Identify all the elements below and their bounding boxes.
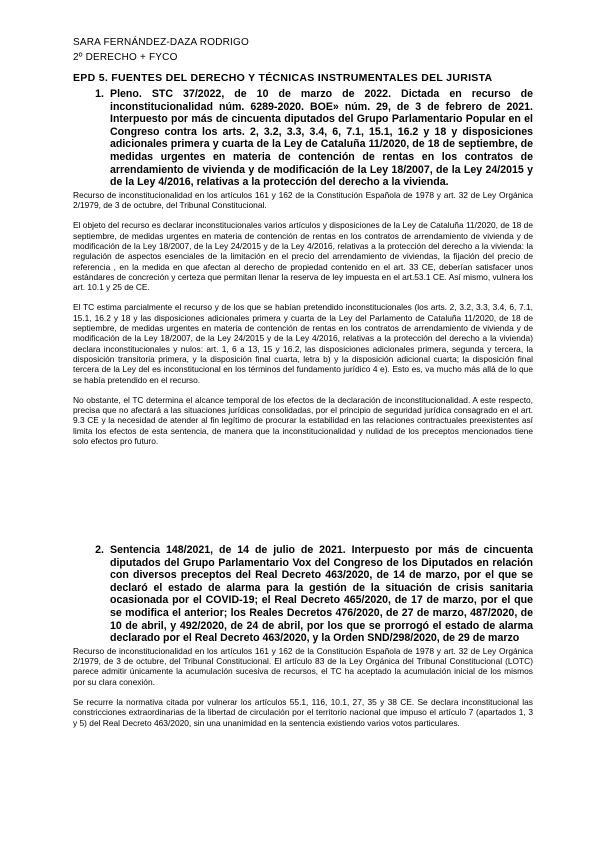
item-heading [73,88,533,189]
list-item [73,544,533,728]
item-body [73,190,533,447]
item-number: 2. [95,544,104,556]
document-header [73,35,249,65]
list-item [73,88,533,446]
item-number: 1. [95,88,104,100]
item-body [73,646,533,728]
paragraph: El TC estima parcialmente el recurso y de los que se habían pretendido inconstitucionales (los arts. 2, 3.2, 3.3, 3.4, 6, 7.1, 15.1, 16.2 y 18 y las disposiciones adicionales primera y cuarta de la Ley del Parlamento de Cataluña 11/2020, de 18 de septiembre, de medidas urgentes en materia de contención de rentas en los contratos de arrendamiento de vivienda y de modificación de la Ley 18/2007, de la Ley 24/2015 y de la Ley 4/2016, relativas a la protección del derecho a la vivienda) declara inconstitucionales y nulos: art. 1, 6 a 13, 15 y 16.2, las disposiciones adicionales primera, segunda y tercera, la disposición transitoria primera, y la disposición final cuarta, letra b) y la disposición adicional cuarta; la disposición final tercera de la Ley del es inconstitucional en los términos del fundamento jurídico 4 e). Esto es, va mucho más allá de lo que se había pretendido en el recurso. [73,302,533,385]
course-name: 2º DERECHO + FYCO [73,52,178,63]
paragraph: Se recurre la normativa citada por vulnerar los artículos 55.1, 116, 10.1, 27, 35 y 38 CE. Se declara inconstitucional las constricciones extraordinarias de la libertad de circulación por el territorio nacional que impuso el artículo 7 (apartados 1, 3 y 5) del Real Decreto 463/2020, sin una unanimidad en la sentencia existiendo varios votos particulares. [73,696,533,728]
document-title: EPD 5. FUENTES DEL DERECHO Y TÉCNICAS INSTRUMENTALES DEL JURISTA [73,72,493,84]
paragraph: Recurso de inconstitucionalidad en los artículos 161 y 162 de la Constitución Española de 1978 y art. 32 de Ley Orgánica 2/1979, de 3 de octubre, del Tribunal Constitucional. El artículo 83 de la Ley Orgánica del Tribunal Constitucional (LOTC) parece admitir únicamente la acumulación sucesiva de recursos, el TC ha aceptado la acumulación inicial de los mismos por su clara conexión. [73,645,533,687]
paragraph: No obstante, el TC determina el alcance temporal de los efectos de la declaración de inconstitucionalidad. A este respecto, precisa que no afectará a las situaciones jurídicas consolidadas, por el principio de seguridad jurídica consagrado en el art. 9.3 CE y la necesidad de atender al fin legítimo de procurar la estabilidad en las relaciones contractuales preexistentes así limita los efectos de esta sentencia, de manera que la inconstitucionalidad y nulidad de los preceptos mencionados tiene solo efectos pro futuro. [73,394,533,446]
paragraph: El objeto del recurso es declarar inconstitucionales varios artículos y disposiciones de la Ley de Cataluña 11/2020, de 18 de septiembre, de medidas urgentes en materia de contención de rentas en los contratos de arrendamiento de vivienda y de modificación de la Ley 18/2007, de la Ley 24/2015 y de la Ley 4/2016, relativas a la protección del derecho a la vivienda: la regulación de aspectos esenciales de la limitación en el precio del arrendamiento de viviendas, la fijación del precio de referencia , en la medida en que afectan al derecho de propiedad contenido en el art. 33 CE, deberían satisfacer unos estándares de concreción y certeza que permitan llenar la reserva de ley impuesta en el art.53.1 CE. Así mismo, vulnera los art. 10.1 y 25 de CE. [73,220,533,293]
item-heading-text: Pleno. STC 37/2022, de 10 de marzo de 2022. Dictada en recurso de inconstitucionalidad núm. 6289-2020. BOE» núm. 29, de 3 de febrero de 2021. Interpuesto por más de cincuenta diputados del Grupo Parlamentario Popular en el Congreso contra los arts. 2, 3.2, 3.3, 3.4, 6, 7.1, 15.1, 16.2 y 18 y disposiciones adicionales primera y cuarta de la Ley de Cataluña 11/2020, de 18 de septiembre, de medidas urgentes en materia de contención de rentas en los contratos de arrendamiento de vivienda y de modificación de la Ley 18/2007, de la Ley 24/2015 y de la Ley 4/2016, relativas a la protección del derecho a la vivienda. [110,88,533,189]
author-name: SARA FERNÁNDEZ-DAZA RODRIGO [73,37,249,48]
item-heading [73,544,533,645]
item-heading-text: Sentencia 148/2021, de 14 de julio de 2021. Interpuesto por más de cincuenta diputados del Grupo Parlamentario Vox del Congreso de los Diputados en relación con diversos preceptos del Real Decreto 463/2020, de 14 de marzo, por el que se declaró el estado de alarma para la gestión de la situación de crisis sanitaria ocasionada por el COVID-19; el Real Decreto 465/2020, de 17 de marzo, por el que se modifica el anterior; los Reales Decretos 476/2020, de 27 de marzo, 487/2020, de 10 de abril, y 492/2020, de 24 de abril, por los que se prorrogó el estado de alarma declarado por el Real Decreto 463/2020, y la Orden SND/298/2020, de 29 de marzo [110,544,533,645]
paragraph: Recurso de inconstitucionalidad en los artículos 161 y 162 de la Constitución Española de 1978 y art. 32 de Ley Orgánica 2/1979, de 3 de octubre, del Tribunal Constitucional. [73,189,533,211]
